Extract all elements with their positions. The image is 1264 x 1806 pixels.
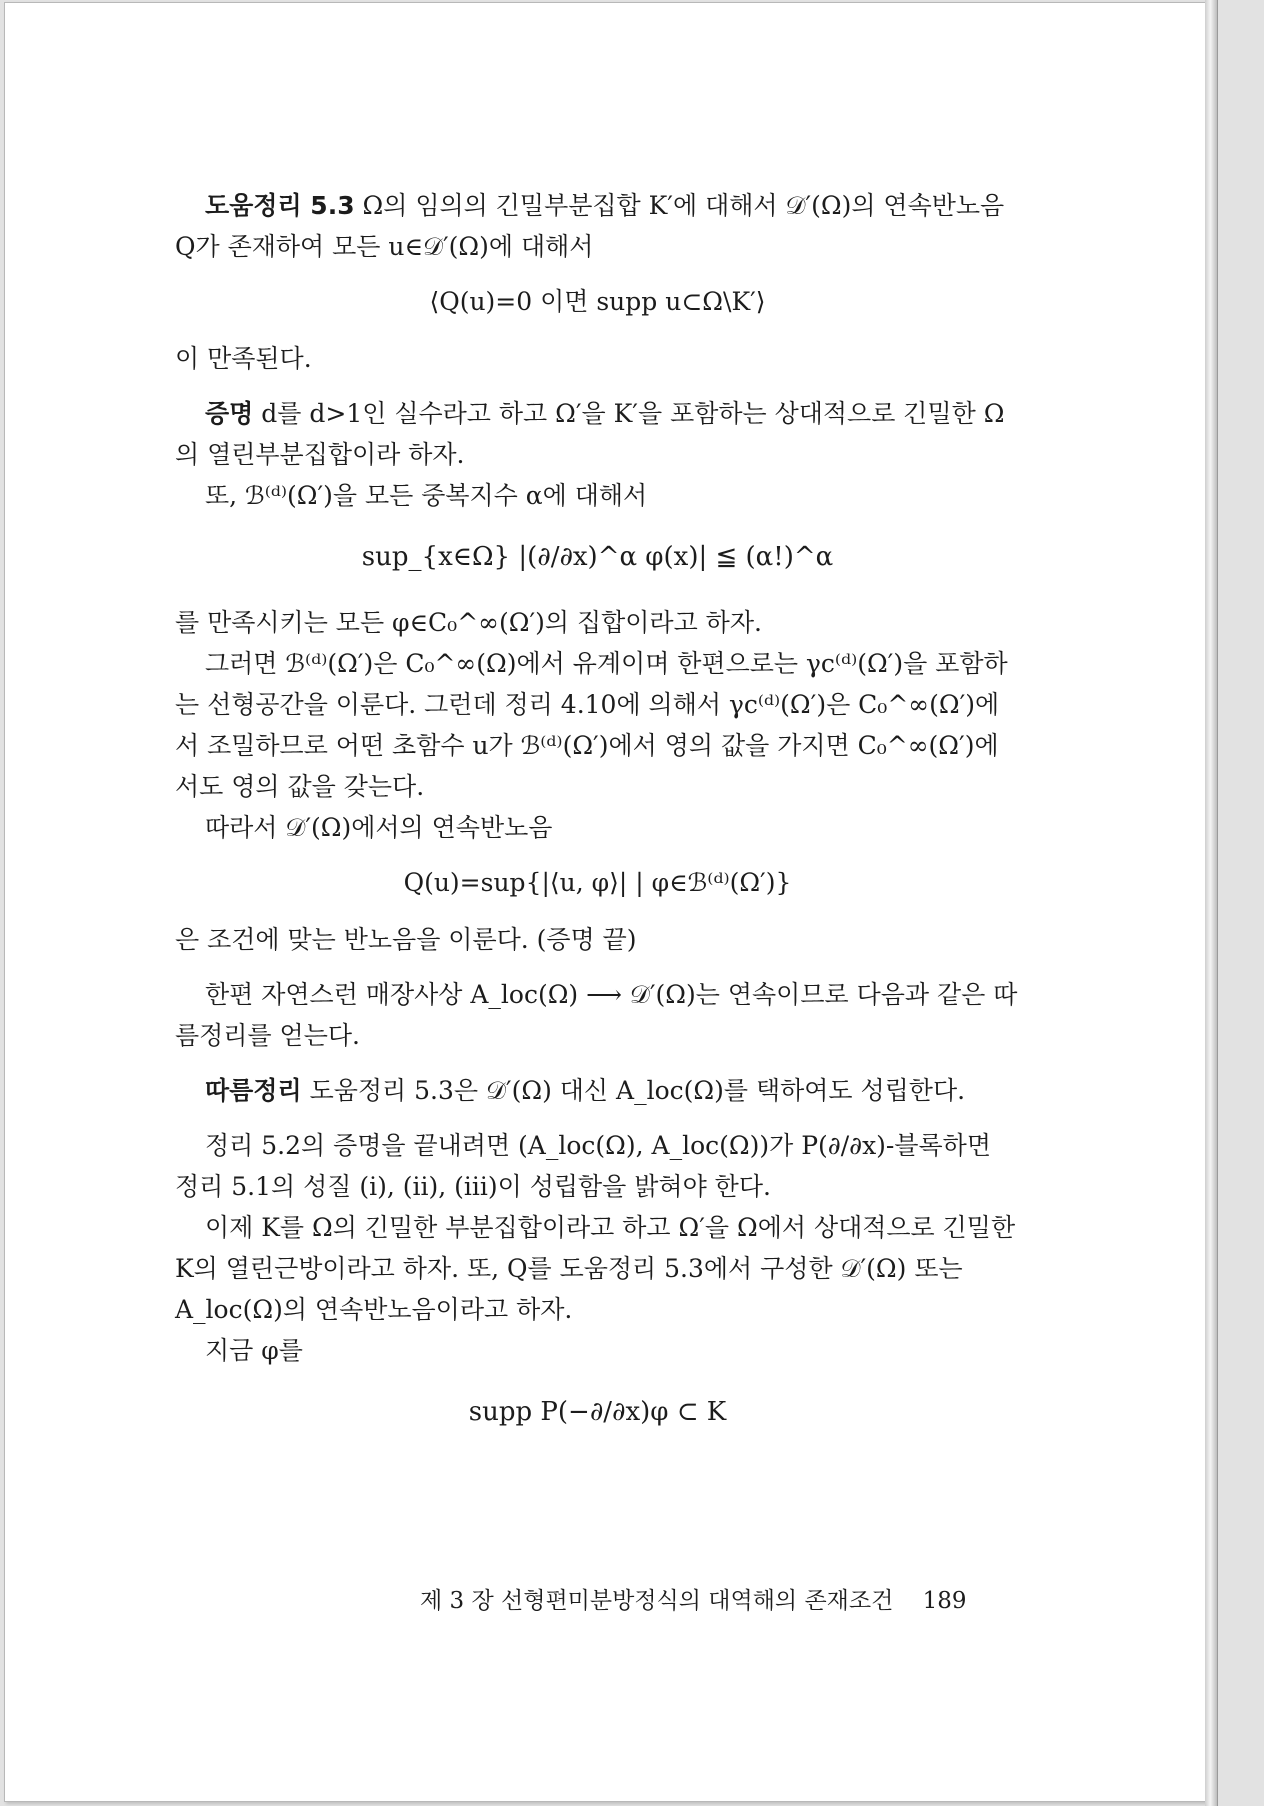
proof-paragraph-5: 따라서 𝒟′(Ω)에서의 연속반노음 bbox=[205, 813, 553, 842]
phi-paragraph: 지금 φ를 bbox=[205, 1336, 303, 1365]
lemma-label: 도움정리 5.3 bbox=[205, 191, 355, 220]
corollary-paragraph bbox=[175, 1070, 1020, 1111]
proof-text-1: d를 d>1인 실수라고 하고 Ω′을 K′을 포함하는 상대적으로 긴밀한 Ω의 열린부분집합이라 하자. bbox=[175, 399, 1005, 469]
proof-equation-seminorm: Q(u)=sup{|⟨u, φ⟩| | φ∈ℬ⁽ᵈ⁾(Ω′)} bbox=[403, 868, 792, 897]
proof-paragraph-6: 은 조건에 맞는 반노음을 이룬다. (증명 끝) bbox=[175, 925, 637, 954]
proof-paragraph-3: 를 만족시키는 모든 φ∈C₀^∞(Ω′)의 집합이라고 하자. bbox=[175, 608, 762, 637]
proof-paragraph-4: 그러면 ℬ⁽ᵈ⁾(Ω′)은 C₀^∞(Ω)에서 유계이며 한편으로는 γc⁽ᵈ⁾(Ω′)을 포함하는 선형공간을 이룬다. 그런데 정리 4.10에 의해서 γc⁽ᵈ⁾(Ω′)은 C₀^∞(Ω′)에서 조밀하므로 어떤 초함수 u가 ℬ⁽ᵈ⁾(Ω′)에서 영의 값을 가지면 C₀^∞(Ω′)에서도 영의 값을 갖는다. bbox=[175, 649, 1008, 801]
proof-paragraph-2: 또, ℬ⁽ᵈ⁾(Ω′)을 모든 중복지수 α에 대해서 bbox=[205, 481, 648, 510]
compact-set-paragraph: 이제 K를 Ω의 긴밀한 부분집합이라고 하고 Ω′을 Ω에서 상대적으로 긴밀한 K의 열린근방이라고 하자. 또, Q를 도움정리 5.3에서 구성한 𝒟′(Ω) 또는 A_loc(Ω)의 연속반노음이라고 하자. bbox=[175, 1213, 1016, 1324]
lemma-paragraph bbox=[175, 185, 1020, 267]
running-footer bbox=[420, 1582, 1020, 1615]
footer-page-number: 189 bbox=[922, 1588, 967, 1614]
page-body bbox=[175, 185, 1020, 1457]
theorem-paragraph: 정리 5.2의 증명을 끝내려면 (A_loc(Ω), A_loc(Ω))가 P(∂/∂x)-블록하면 정리 5.1의 성질 (i), (ii), (iii)이 성립함을 밝혀야 한다. bbox=[175, 1131, 991, 1201]
footer-chapter: 제 3 장 선형편미분방정식의 대역해의 존재조건 bbox=[420, 1588, 894, 1614]
final-equation: supp P(−∂/∂x)φ ⊂ K bbox=[468, 1397, 727, 1427]
proof-label: 증명 bbox=[205, 399, 254, 428]
proof-equation-sup: sup_{x∈Ω} |(∂/∂x)^α φ(x)| ≦ (α!)^α bbox=[361, 542, 834, 572]
corollary-label: 따름정리 bbox=[205, 1076, 302, 1105]
lemma-conclusion: 이 만족된다. bbox=[175, 344, 312, 373]
proof-paragraph-1 bbox=[175, 393, 1020, 475]
embedding-paragraph: 한편 자연스런 매장사상 A_loc(Ω) ⟶ 𝒟′(Ω)는 연속이므로 다음과 같은 따름정리를 얻는다. bbox=[175, 980, 1018, 1050]
corollary-text: 도움정리 5.3은 𝒟′(Ω) 대신 A_loc(Ω)를 택하여도 성립한다. bbox=[309, 1076, 966, 1105]
lemma-text: Ω의 임의의 긴밀부분집합 K′에 대해서 𝒟′(Ω)의 연속반노음 Q가 존재하여 모든 u∈𝒟′(Ω)에 대해서 bbox=[175, 191, 1005, 261]
page-stack-edge bbox=[1205, 0, 1218, 1806]
lemma-equation: ⟨Q(u)=0 이면 supp u⊂Ω\K′⟩ bbox=[429, 287, 766, 316]
